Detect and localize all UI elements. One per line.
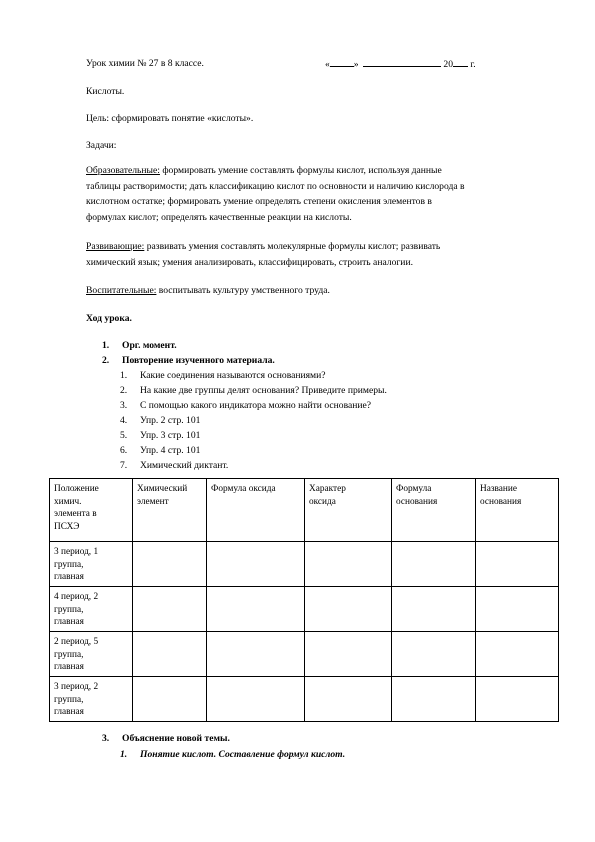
row-label-line: главная [54,707,84,718]
empty-cell[interactable] [133,587,207,632]
header-line: элемент [137,496,169,507]
row-label-line: 2 период, 5 [54,637,99,647]
header-cell-element [133,479,207,542]
step-2 [102,355,275,367]
substep-4-text: Упр. 2 стр. 101 [140,415,201,426]
empty-cell[interactable] [305,587,392,632]
header-cell-base-name [476,479,559,542]
empty-cell[interactable] [392,677,476,722]
lesson-topic: Кислоты. [86,86,125,97]
lesson-title [86,58,204,70]
upbringing-text: воспитывать культуру умственного труда. [156,285,330,296]
date-field [325,58,476,71]
lesson-title-text: Урок химии № 27 в 8 классе. [86,58,204,69]
substep-4-number: 4. [120,415,128,426]
row-label-line: группа, [54,604,84,615]
header-cell-oxide-formula [207,479,305,542]
step-3-text: Объяснение новой темы. [122,733,230,744]
empty-cell[interactable] [207,542,305,587]
header-line: ПСХЭ [54,521,80,532]
educational-text-1: формировать умение составлять формулы кислот, используя данные [159,165,442,176]
empty-cell[interactable] [207,587,305,632]
step-3-substep-1 [120,749,345,761]
header-line: Характер [309,484,346,494]
substep-1-text: Какие соединения называются основаниями? [140,370,326,381]
empty-cell[interactable] [392,587,476,632]
row-label-cell [50,677,133,722]
table-header-row [50,479,559,542]
substep-3-number: 3. [120,400,128,411]
row-label-cell [50,632,133,677]
empty-cell[interactable] [305,677,392,722]
row-label-line: главная [54,617,84,628]
substep-4 [120,415,200,427]
empty-cell[interactable] [476,542,559,587]
substep-5-text: Упр. 3 стр. 101 [140,430,201,441]
step-3-number: 3. [102,733,110,744]
substep-6-text: Упр. 4 стр. 101 [140,445,201,456]
header-line: элемента в [54,509,97,520]
substep-6-number: 6. [120,445,128,456]
step-3-substep-1-text: Понятие кислот. Составление формул кислот. [140,749,346,760]
header-line: основания [396,496,438,507]
empty-cell[interactable] [133,677,207,722]
substep-5 [120,430,200,442]
empty-cell[interactable] [133,542,207,587]
educational-goals [86,163,536,225]
educational-line-1 [86,163,536,179]
table-row [50,632,559,677]
empty-cell[interactable] [207,632,305,677]
header-line: Название [480,484,517,494]
educational-line-3: кислотном остатке; формировать умение определять степени окисления элементов в [86,196,432,207]
lesson-flow-title: Ход урока. [86,313,132,324]
substep-2-number: 2. [120,385,128,396]
row-label-line: 4 период, 2 [54,592,99,602]
date-month-blank [363,58,441,67]
lesson-goal: Цель: сформировать понятие «кислоты». [86,113,254,124]
empty-cell[interactable] [392,632,476,677]
substep-3-text: С помощью какого индикатора можно найти основание? [140,400,372,411]
table-row [50,677,559,722]
developing-label: Развивающие: [86,241,145,252]
header-cell-oxide-character [305,479,392,542]
header-line: Формула оксида [211,484,276,494]
substep-3 [120,400,371,412]
developing-line-1 [86,239,536,255]
step-1-text: Орг. момент. [122,340,177,351]
row-label-line: группа, [54,649,84,660]
upbringing-label: Воспитательные: [86,285,157,296]
empty-cell[interactable] [392,542,476,587]
developing-goals [86,239,536,270]
row-label-line: 3 период, 1 [54,547,99,557]
step-1 [102,340,177,352]
empty-cell[interactable] [476,587,559,632]
header-cell-position [50,479,133,542]
header-line: оксида [309,496,336,507]
row-label-line: главная [54,572,84,583]
date-suffix: г. [470,59,476,70]
educational-line-2: таблицы растворимости; дать классификацию кислот по основности и наличию кислорода в [86,180,465,192]
row-label-cell [50,587,133,632]
header-cell-base-formula [392,479,476,542]
date-close-quote: » [353,59,359,70]
substep-7-number: 7. [120,460,128,471]
empty-cell[interactable] [207,677,305,722]
substep-6 [120,445,200,457]
empty-cell[interactable] [305,632,392,677]
row-label-cell [50,542,133,587]
substep-1 [120,370,326,382]
educational-label: Образовательные: [86,165,160,176]
header-line: основания [480,496,522,507]
row-label-line: группа, [54,559,84,570]
date-open-quote: « [325,59,330,70]
header-line: химич. [54,496,82,507]
step-3 [102,733,230,745]
developing-text-1: развивать умения составлять молекулярные формулы кислот; развивать [144,241,441,252]
header-line: Положение [54,484,99,494]
header-line: Формула [396,484,432,494]
step-2-text: Повторение изученного материала. [122,355,275,366]
substep-2-text: На какие две группы делят основания? Приведите примеры. [140,385,387,396]
dictation-table [49,478,559,722]
step-2-number: 2. [102,355,110,366]
substep-1-number: 1. [120,370,128,381]
date-day-blank [330,58,354,67]
empty-cell[interactable] [476,677,559,722]
step-1-number: 1. [102,340,110,351]
substep-7-text: Химический диктант. [140,460,229,471]
date-year: 20 [443,59,453,70]
tasks-label: Задачи: [86,140,117,151]
upbringing-goals [86,285,330,297]
row-label-line: 3 период, 2 [54,682,99,692]
developing-line-2: химический язык; умения анализировать, классифицировать, строить аналогии. [86,256,413,268]
empty-cell[interactable] [133,632,207,677]
substep-2 [120,385,387,397]
substep-5-number: 5. [120,430,128,441]
date-year-blank [453,58,468,67]
educational-line-4: формулах кислот; определять качественные реакции на кислоты. [86,211,352,223]
row-label-line: главная [54,662,84,673]
header-line: Химический [137,484,188,494]
table-row [50,587,559,632]
step-3-substep-1-number: 1. [120,749,128,760]
row-label-line: группа, [54,694,84,705]
substep-7 [120,460,228,472]
empty-cell[interactable] [305,542,392,587]
table-row [50,542,559,587]
empty-cell[interactable] [476,632,559,677]
